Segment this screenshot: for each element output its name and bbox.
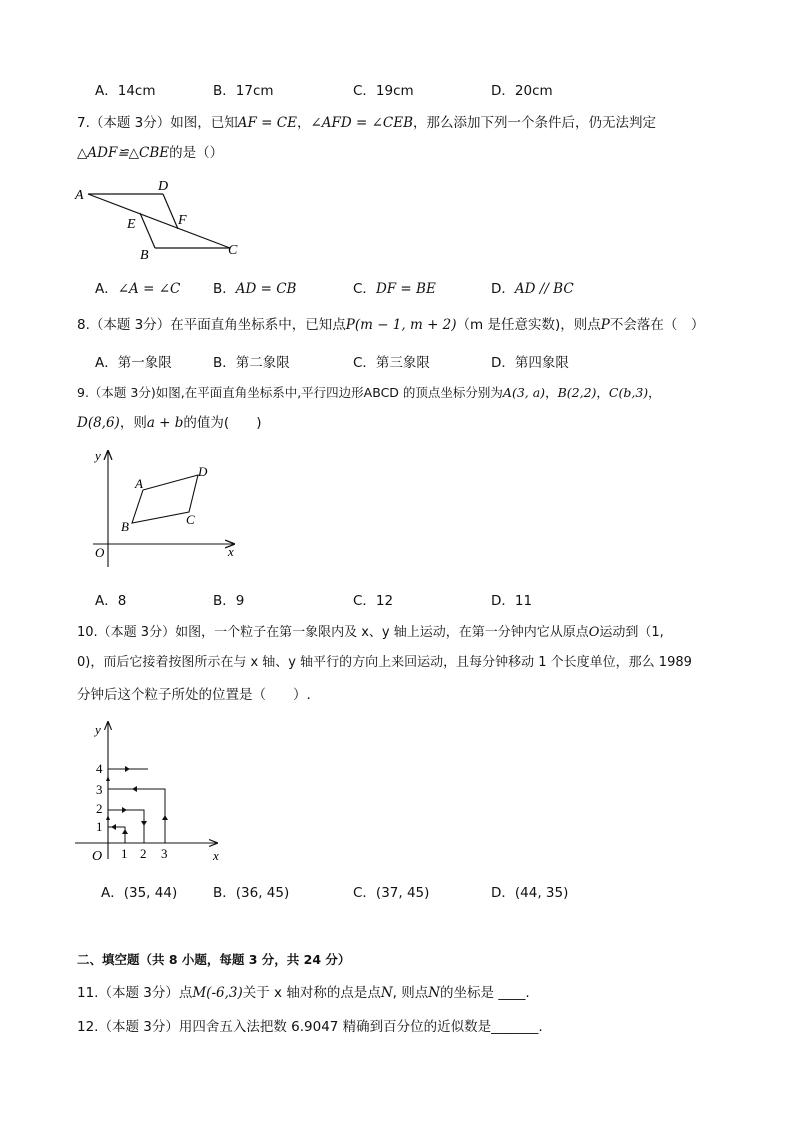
q9-label-b: B xyxy=(121,519,129,534)
q7-option-b: B．AD = CB xyxy=(213,281,297,297)
q10-stem-line2: 0)，而后它接着按图所示在与 x 轴、y 轴平行的方向上来回运动，且每分钟移动 1 个长度单位，那么 1989 xyxy=(77,655,692,670)
q9-label-c: C xyxy=(186,512,195,527)
q9-stem-line2: D(8,6)，则a + b的值为( ) xyxy=(77,415,262,431)
q9-option-a: A．8 xyxy=(95,593,127,609)
q9-label-o: O xyxy=(95,545,105,560)
q10-option-b: B．(36, 45) xyxy=(213,885,290,901)
q9-option-c: C．12 xyxy=(353,593,394,609)
q9-option-d: D．11 xyxy=(491,593,533,609)
q7-condition-1: AF = CE xyxy=(237,115,297,131)
q6-option-c: C．19cm xyxy=(353,83,414,99)
q9-label-d: D xyxy=(198,464,208,479)
q10-label-y: y xyxy=(95,722,101,737)
q10-tick-y3: 3 xyxy=(96,782,103,797)
q6-option-a: A．14cm xyxy=(95,83,156,99)
q7-stem-line2-end: 的是（） xyxy=(169,145,224,161)
q7-label-f: F xyxy=(178,213,187,228)
section-heading: 二、填空题（共 8 小题，每题 3 分，共 24 分） xyxy=(77,952,351,967)
q9-label-a: A xyxy=(135,476,143,491)
q10-label-x: x xyxy=(213,848,219,863)
q7-stem-start: 7.（本题 3分）如图，已知 xyxy=(77,115,238,131)
q8-stem: 8.（本题 3分）在平面直角坐标系中，已知点P(m − 1, m + 2)（m 是任意实数)，则点P不会落在（ ） xyxy=(77,317,705,333)
q9-label-y: y xyxy=(95,448,101,463)
q7-figure xyxy=(70,175,250,265)
q9-figure xyxy=(88,447,248,572)
q10-label-o: O xyxy=(92,849,103,864)
q6-option-d: D．20cm xyxy=(491,83,553,99)
q10-option-a: A．(35, 44) xyxy=(101,885,178,901)
q7-condition-2: ∠AFD = ∠CEB xyxy=(310,115,414,131)
q7-stem-end: ，那么添加下列一个条件后，仍无法判定 xyxy=(413,115,657,131)
q6-option-b: B．17cm xyxy=(213,83,274,99)
q11-stem: 11.（本题 3分）点M(-6,3)关于 x 轴对称的点是点N, 则点N的坐标是 ____. xyxy=(77,985,530,1001)
q10-tick-y1: 1 xyxy=(96,819,103,834)
q7-congruence: △ADF≌△CBE xyxy=(77,145,170,161)
q12-stem: 12.（本题 3分）用四舍五入法把数 6.9047 精确到百分位的近似数是_______. xyxy=(77,1019,543,1035)
q9-label-x: x xyxy=(228,544,234,559)
q9-stem-line1: 9.（本题 3分)如图,在平面直角坐标系中,平行四边形ABCD 的顶点坐标分别为A(3, a)，B(2,2)，C(b,3)， xyxy=(77,385,661,400)
q10-tick-x2: 2 xyxy=(140,846,147,861)
q10-option-d: D．(44, 35) xyxy=(491,885,569,901)
q10-tick-y2: 2 xyxy=(96,801,103,816)
q10-tick-x3: 3 xyxy=(161,846,168,861)
q8-option-a: A．第一象限 xyxy=(95,355,172,371)
q8-option-d: D．第四象限 xyxy=(491,355,569,371)
q7-option-a: A．∠A = ∠C xyxy=(95,281,181,297)
q7-label-b: B xyxy=(140,248,149,263)
q7-option-d: D．AD // BC xyxy=(491,281,574,297)
q7-stem-line2 xyxy=(77,144,223,162)
q10-option-c: C．(37, 45) xyxy=(353,885,430,901)
q8-point: P(m − 1, m + 2) xyxy=(345,317,457,333)
q10-tick-y4: 4 xyxy=(96,761,103,776)
q10-stem-line1: 10.（本题 3分）如图，一个粒子在第一象限内及 x、y 轴上运动，在第一分钟内它从原点O运动到（1, xyxy=(77,625,664,640)
q7-stem-line1 xyxy=(77,114,656,132)
q10-stem-line3: 分钟后这个粒子所处的位置是（ ）. xyxy=(77,687,311,703)
q7-label-a: A xyxy=(75,188,84,203)
q8-option-b: B．第二象限 xyxy=(213,355,290,371)
q9-option-b: B．9 xyxy=(213,593,245,609)
q7-option-c: C．DF = BE xyxy=(353,281,436,297)
q8-option-c: C．第三象限 xyxy=(353,355,430,371)
q7-label-d: D xyxy=(158,179,169,194)
q7-label-c: C xyxy=(228,243,238,258)
q10-tick-x1: 1 xyxy=(121,846,128,861)
q7-label-e: E xyxy=(127,217,136,232)
q7-sep: ， xyxy=(296,115,311,131)
q10-figure xyxy=(75,717,235,865)
